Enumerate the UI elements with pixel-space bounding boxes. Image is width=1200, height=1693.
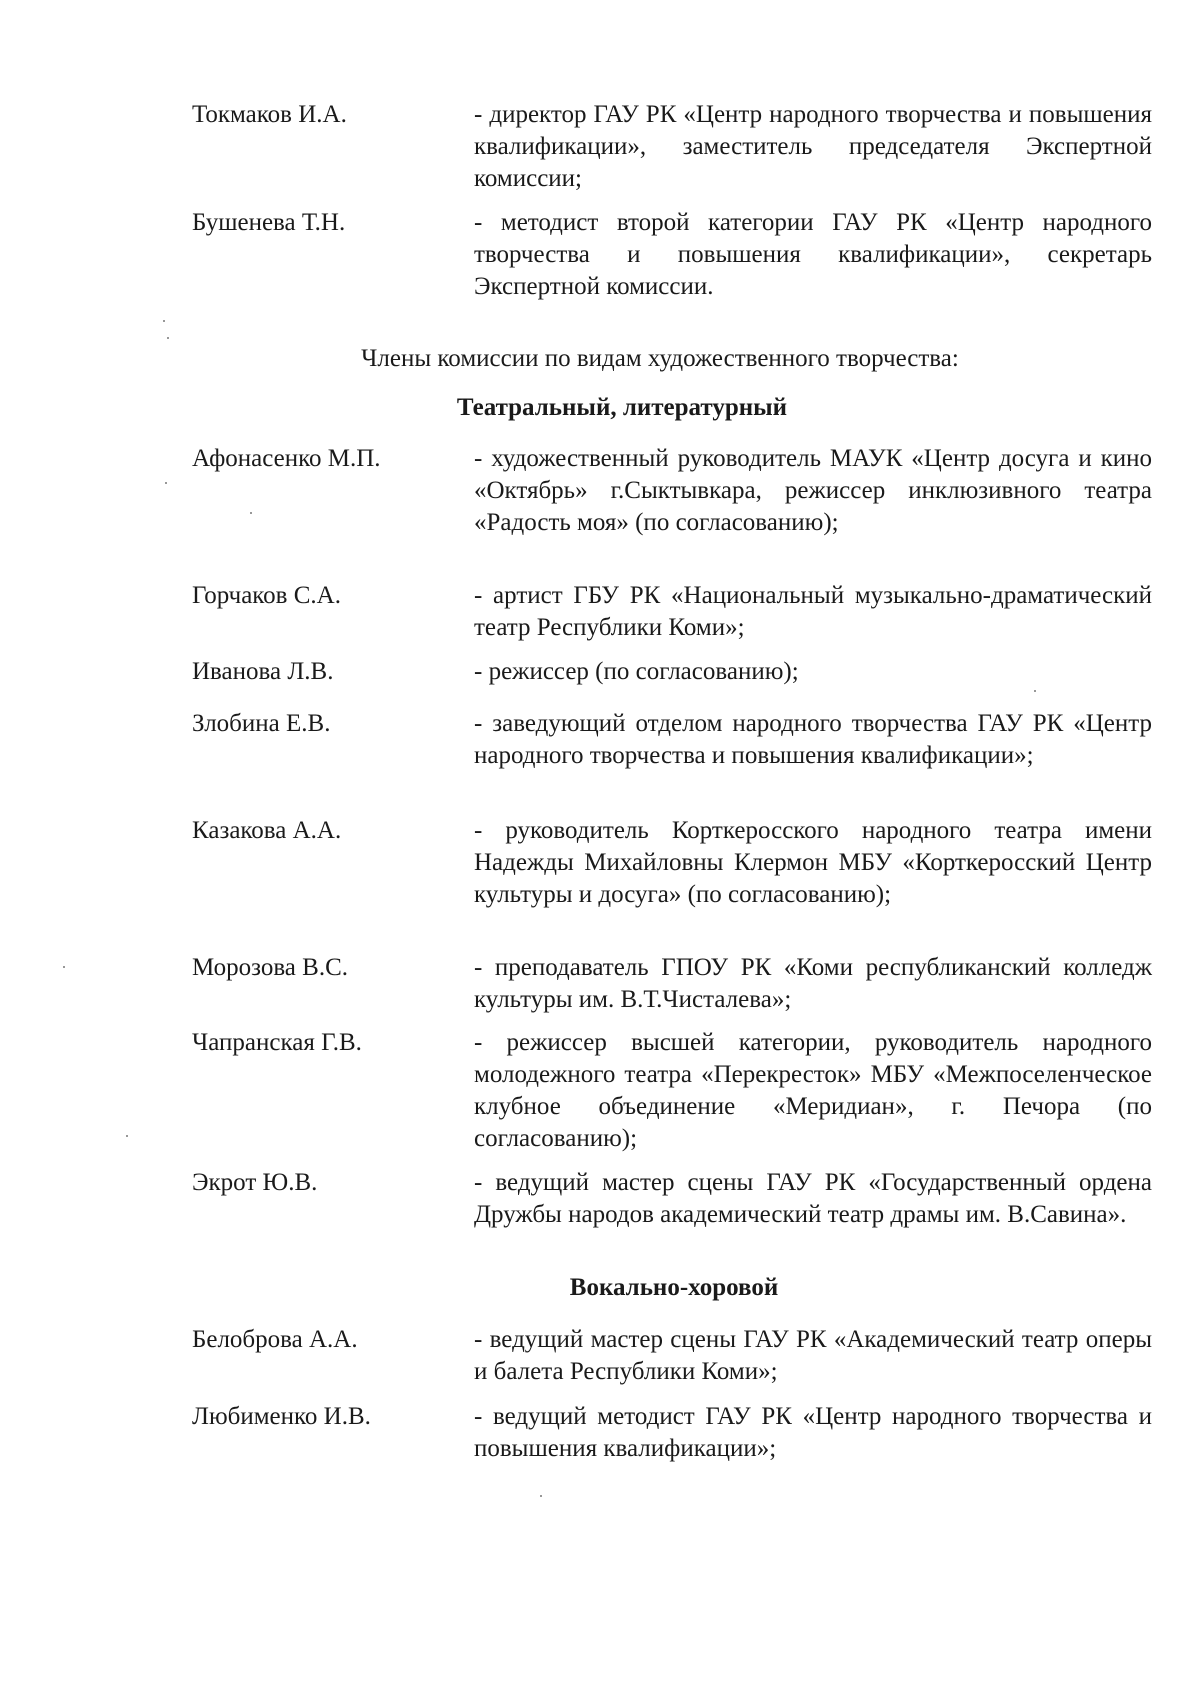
scan-speck [250, 512, 252, 514]
member-description: - режиссер (по согласованию); [474, 658, 799, 685]
section-heading-theatre: Театральный, литературный [456, 394, 788, 421]
member-name: Чапранская Г.В. [192, 1029, 362, 1056]
member-description: - руководитель Корткеросского народного театра имени Надежды Михайловны Клермон МБУ «Корткеросский Центр культуры и досуга» (по согласованию); [474, 817, 1152, 908]
member-name: Белоброва А.А. [192, 1326, 358, 1353]
member-name: Афонасенко М.П. [192, 445, 381, 472]
member-description: - артист ГБУ РК «Национальный музыкально-драматический театр Республики Коми»; [474, 582, 1152, 641]
member-name: Токмаков И.А. [192, 101, 347, 128]
member-name: Экрот Ю.В. [192, 1169, 318, 1196]
scan-speck [1034, 690, 1036, 692]
member-name: Злобина Е.В. [192, 710, 331, 737]
member-description: - ведущий мастер сцены ГАУ РК «Государственный ордена Дружбы народов академический театр драмы им. В.Савина». [474, 1169, 1152, 1228]
member-name: Морозова В.С. [192, 954, 349, 981]
member-name: Любименко И.В. [192, 1403, 371, 1430]
member-description: - методист второй категории ГАУ РК «Центр народного творчества и повышения квалификации», секретарь Экспертной комиссии. [474, 209, 1152, 300]
scan-speck [163, 320, 165, 322]
member-description: - директор ГАУ РК «Центр народного творчества и повышения квалификации», заместитель председателя Экспертной комиссии; [474, 101, 1152, 192]
member-description: - ведущий мастер сцены ГАУ РК «Академический театр оперы и балета Республики Коми»; [474, 1326, 1152, 1385]
scan-speck [540, 1495, 542, 1497]
member-name: Иванова Л.В. [192, 658, 334, 685]
scan-speck [167, 337, 169, 339]
scan-speck [165, 482, 167, 484]
member-name: Горчаков С.А. [192, 582, 341, 609]
member-description: - художественный руководитель МАУК «Центр досуга и кино «Октябрь» г.Сыктывкара, режиссер инклюзивного театра «Радость моя» (по согласованию); [474, 445, 1152, 536]
member-description: - преподаватель ГПОУ РК «Коми республиканский колледж культуры им. В.Т.Чисталева»; [474, 954, 1152, 1013]
member-description: - ведущий методист ГАУ РК «Центр народного творчества и повышения квалификации»; [474, 1403, 1152, 1462]
member-name: Казакова А.А. [192, 817, 342, 844]
member-name: Бушенева Т.Н. [192, 209, 346, 236]
scan-speck [63, 966, 65, 968]
section-heading-vocal: Вокально-хоровой [569, 1274, 779, 1301]
scan-speck [126, 1135, 128, 1137]
member-description: - заведующий отделом народного творчества ГАУ РК «Центр народного творчества и повышения квалификации»; [474, 710, 1152, 769]
member-description: - режиссер высшей категории, руководитель народного молодежного театра «Перекресток» МБУ «Межпоселенческое клубное объединение «Меридиан», г. Печора (по согласованию); [474, 1029, 1152, 1152]
section-intro: Члены комиссии по видам художественного творчества: [361, 345, 959, 372]
